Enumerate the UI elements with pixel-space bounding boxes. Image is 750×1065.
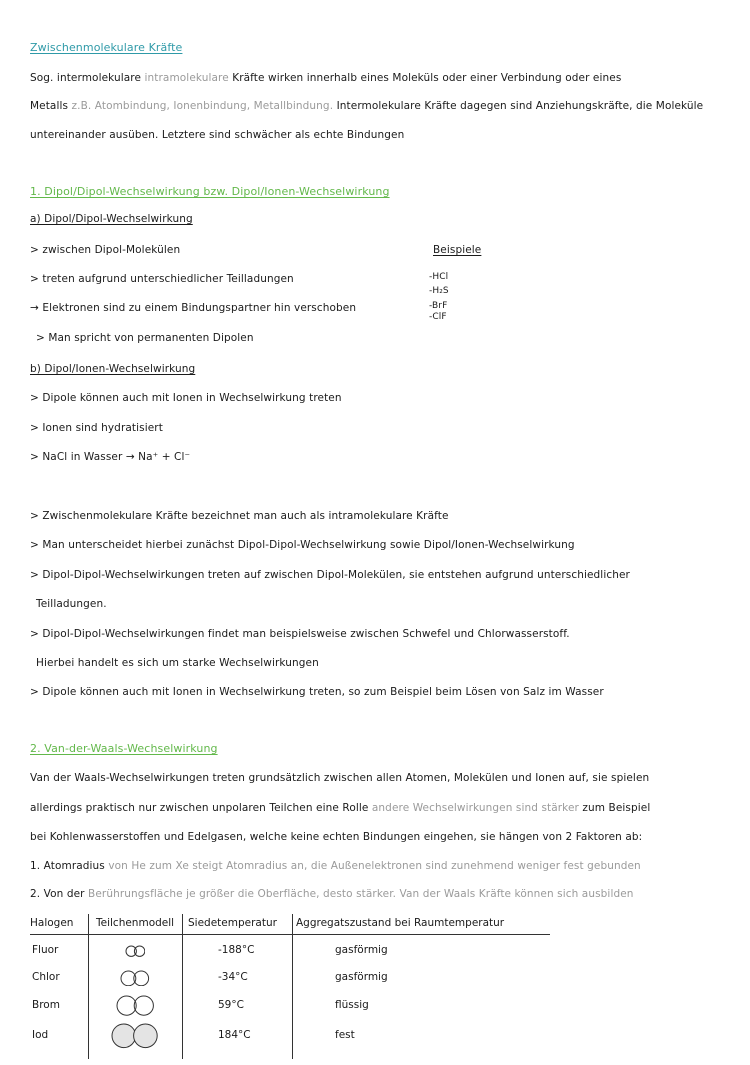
section-2-line-2-b: andere Wechselwirkungen sind stärker	[371, 802, 579, 814]
table-cell-halogen: Iod	[32, 1029, 49, 1041]
section-2-line-2	[30, 801, 650, 815]
table-cell-temp: -188°C	[218, 944, 255, 956]
particle-model-icon	[125, 945, 146, 957]
example-3: -BrF	[429, 301, 448, 311]
section-1a-item-2: > treten aufgrund unterschiedlicher Teilladungen	[30, 273, 294, 285]
table-cell-state: gasförmig	[335, 971, 388, 983]
factor-2-a: 2. Von der	[30, 888, 85, 900]
summary-line-1: > Zwischenmolekulare Kräfte bezeichnet man auch als intramolekulare Kräfte	[30, 510, 449, 522]
intro-line-2	[30, 99, 703, 113]
example-4: -ClF	[429, 312, 447, 322]
intro-line-1-c: Kräfte wirken innerhalb eines Moleküls oder einer Verbindung oder eines	[232, 72, 622, 84]
summary-line-7: > Dipole können auch mit Ionen in Wechselwirkung treten, so zum Beispiel beim Lösen von Salz im Wasser	[30, 686, 604, 698]
section-1a-title: a) Dipol/Dipol-Wechselwirkung	[30, 213, 193, 225]
summary-line-4: Teilladungen.	[36, 598, 107, 610]
summary-line-5: > Dipol-Dipol-Wechselwirkungen findet man beispielsweise zwischen Schwefel und Chlorwasserstoff.	[30, 628, 570, 640]
summary-line-6: Hierbei handelt es sich um starke Wechselwirkungen	[36, 657, 319, 669]
particle-model-icon	[111, 1023, 158, 1049]
atom-circle	[134, 1024, 158, 1048]
factor-2	[30, 887, 634, 901]
factor-2-b: Berührungsfläche	[88, 888, 183, 900]
intro-title: Zwischenmolekulare Kräfte	[30, 41, 183, 54]
section-2-title: 2. Van-der-Waals-Wechselwirkung	[30, 742, 218, 755]
section-1a-item-1: > zwischen Dipol-Molekülen	[30, 244, 181, 256]
table-cell-halogen: Fluor	[32, 944, 59, 956]
table-cell-state: flüssig	[335, 999, 369, 1011]
halogen-table	[30, 914, 590, 1059]
section-1b-title: b) Dipol/Ionen-Wechselwirkung	[30, 363, 196, 375]
section-1b-item-3: > NaCl in Wasser → Na⁺ + Cl⁻	[30, 451, 191, 463]
section-2-line-3: bei Kohlenwasserstoffen und Edelgasen, welche keine echten Bindungen eingehen, sie hängen von 2 Faktoren ab:	[30, 831, 643, 843]
section-1b-item-1: > Dipole können auch mit Ionen in Wechselwirkung treten	[30, 392, 342, 404]
table-divider	[88, 914, 89, 1059]
section-1b-item-2: > Ionen sind hydratisiert	[30, 422, 163, 434]
particle-model-icon	[120, 970, 150, 987]
table-cell-temp: -34°C	[218, 971, 248, 983]
atom-circle	[117, 996, 136, 1015]
example-1: -HCl	[429, 272, 449, 282]
intro-line-1-a: Sog. intermolekulare	[30, 72, 142, 84]
table-cell-state: fest	[335, 1029, 355, 1041]
section-2-line-2-c: zum Beispiel	[582, 802, 651, 814]
table-cell-temp: 184°C	[218, 1029, 251, 1041]
atom-circle	[134, 996, 153, 1015]
intro-line-2-b: z.B. Atombindung, Ionenbindung, Metallbindung.	[71, 100, 334, 112]
table-divider	[292, 914, 293, 1059]
intro-line-1	[30, 71, 621, 85]
table-header-halogen: Halogen	[30, 917, 74, 929]
examples-title: Beispiele	[433, 244, 482, 256]
table-header-rule	[30, 934, 550, 935]
section-1a-item-4: > Man spricht von permanenten Dipolen	[36, 332, 254, 344]
section-1-title: 1. Dipol/Dipol-Wechselwirkung bzw. Dipol/Ionen-Wechselwirkung	[30, 185, 390, 198]
intro-line-1-b: intramolekulare	[144, 72, 229, 84]
factor-2-c: je größer die Oberfläche, desto stärker. Van der Waals Kräfte können sich ausbilden	[186, 888, 634, 900]
section-1a-item-3: → Elektronen sind zu einem Bindungspartner hin verschoben	[30, 302, 357, 314]
intro-line-2-c: Intermolekulare Kräfte dagegen sind Anziehungskräfte, die Moleküle	[336, 100, 704, 112]
table-cell-temp: 59°C	[218, 999, 244, 1011]
table-header-state: Aggregatszustand bei Raumtemperatur	[296, 917, 505, 929]
factor-1-a: 1. Atomradius	[30, 860, 105, 872]
intro-line-2-a: Metalls	[30, 100, 69, 112]
section-2-line-2-a: allerdings praktisch nur zwischen unpolaren Teilchen eine Rolle	[30, 802, 369, 814]
summary-line-3: > Dipol-Dipol-Wechselwirkungen treten auf zwischen Dipol-Molekülen, sie entstehen aufgrund unterschiedlicher	[30, 569, 630, 581]
intro-line-3: untereinander ausüben. Letztere sind schwächer als echte Bindungen	[30, 129, 405, 141]
table-cell-halogen: Brom	[32, 999, 60, 1011]
factor-1	[30, 859, 641, 873]
table-divider	[182, 914, 183, 1059]
particle-model-icon	[116, 995, 154, 1016]
example-2: -H₂S	[429, 286, 449, 296]
table-cell-halogen: Chlor	[32, 971, 60, 983]
factor-1-b: von He zum Xe steigt Atomradius an, die Außenelektronen sind zunehmend weniger fest gebunden	[108, 860, 641, 872]
table-header-model: Teilchenmodell	[96, 917, 175, 929]
atom-circle	[112, 1024, 136, 1048]
section-2-line-1: Van der Waals-Wechselwirkungen treten grundsätzlich zwischen allen Atomen, Molekülen und Ionen auf, sie spielen	[30, 772, 650, 784]
table-header-temp: Siedetemperatur	[188, 917, 277, 929]
table-cell-state: gasförmig	[335, 944, 388, 956]
summary-line-2: > Man unterscheidet hierbei zunächst Dipol-Dipol-Wechselwirkung sowie Dipol/Ionen-Wechselwirkung	[30, 539, 575, 551]
